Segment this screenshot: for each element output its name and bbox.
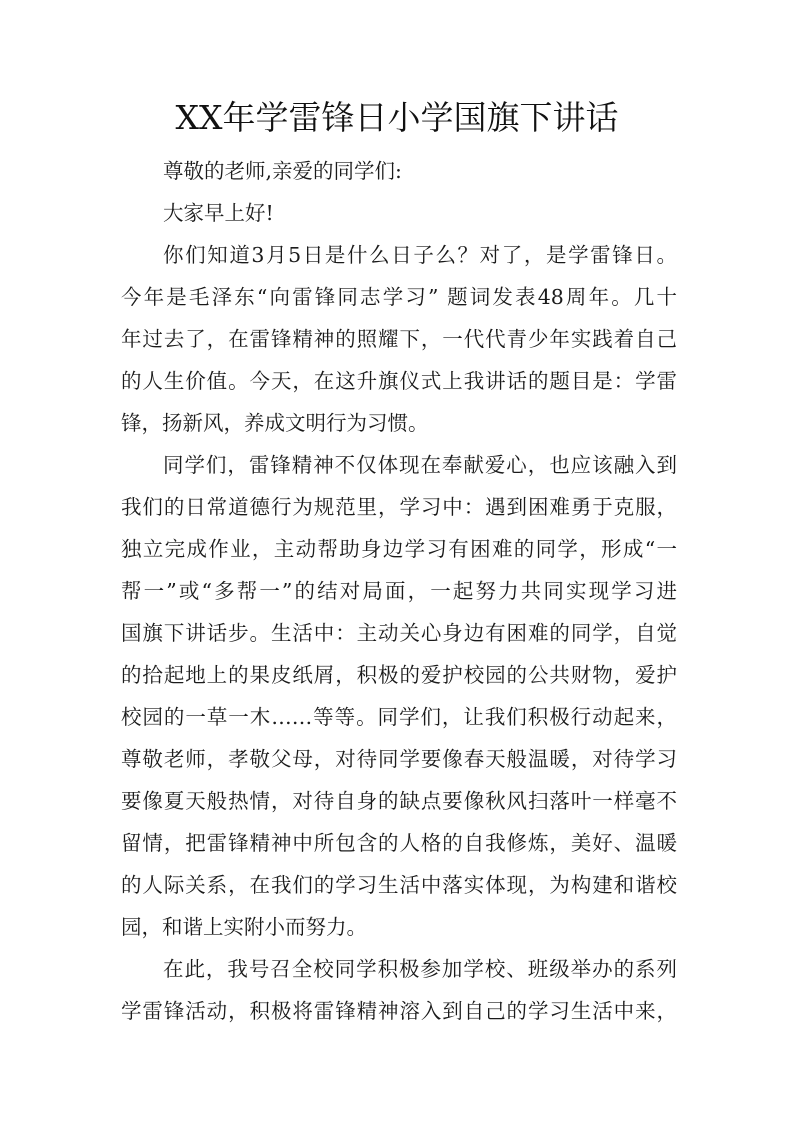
text-line: 你们知道3月5日是什么日子么？对了，是学雷锋日。 [163,243,677,267]
document-title: XX年学雷锋日小学国旗下讲话 [175,98,619,137]
text-line: 今年是毛泽东“向雷锋同志学习” 题词发表48周年。几十 [121,285,677,309]
text-line: 国旗下讲话步。生活中：主动关心身边有困难的同学，自觉 [121,621,677,645]
text-line: 尊敬老师，孝敬父母，对待同学要像春天般温暖，对待学习 [121,747,677,771]
paragraph [121,192,677,234]
text-line: 校园的一草一木……等等。同学们，让我们积极行动起来， [121,705,677,729]
text-line: 园，和谐上实附小而努力。 [121,915,367,939]
text-line: 的人生价值。今天，在这升旗仪式上我讲话的题目是：学雷 [121,369,677,393]
text-line: 年过去了，在雷锋精神的照耀下，一代代青少年实践着自己 [121,327,677,351]
text-line: 的人际关系，在我们的学习生活中落实体现，为构建和谐校 [121,873,677,897]
document-body [121,150,677,1032]
text-line: 锋，扬新风，养成文明行为习惯。 [121,411,429,435]
text-line: 独立完成作业，主动帮助身边学习有困难的同学，形成“一 [121,537,677,561]
paragraph [121,444,677,948]
paragraph [121,150,677,192]
text-line: 在此，我号召全校同学积极参加学校、班级举办的系列 [163,957,677,981]
text-line: 帮一”或“多帮一”的结对局面，一起努力共同实现学习进 [121,579,677,603]
text-line: 大家早上好! [163,201,274,225]
text-line: 学雷锋活动，积极将雷锋精神溶入到自己的学习生活中来， [121,999,677,1023]
text-line: 要像夏天般热情，对待自身的缺点要像秋风扫落叶一样毫不 [121,789,677,813]
paragraph [121,948,677,1032]
text-line: 我们的日常道德行为规范里，学习中：遇到困难勇于克服， [121,495,677,519]
text-line: 尊敬的老师,亲爱的同学们: [163,159,402,183]
text-line: 的拾起地上的果皮纸屑，积极的爱护校园的公共财物，爱护 [121,663,677,687]
text-line: 留情，把雷锋精神中所包含的人格的自我修炼，美好、温暖 [121,831,677,855]
text-line: 同学们，雷锋精神不仅体现在奉献爱心，也应该融入到 [163,453,677,477]
paragraph [121,234,677,444]
